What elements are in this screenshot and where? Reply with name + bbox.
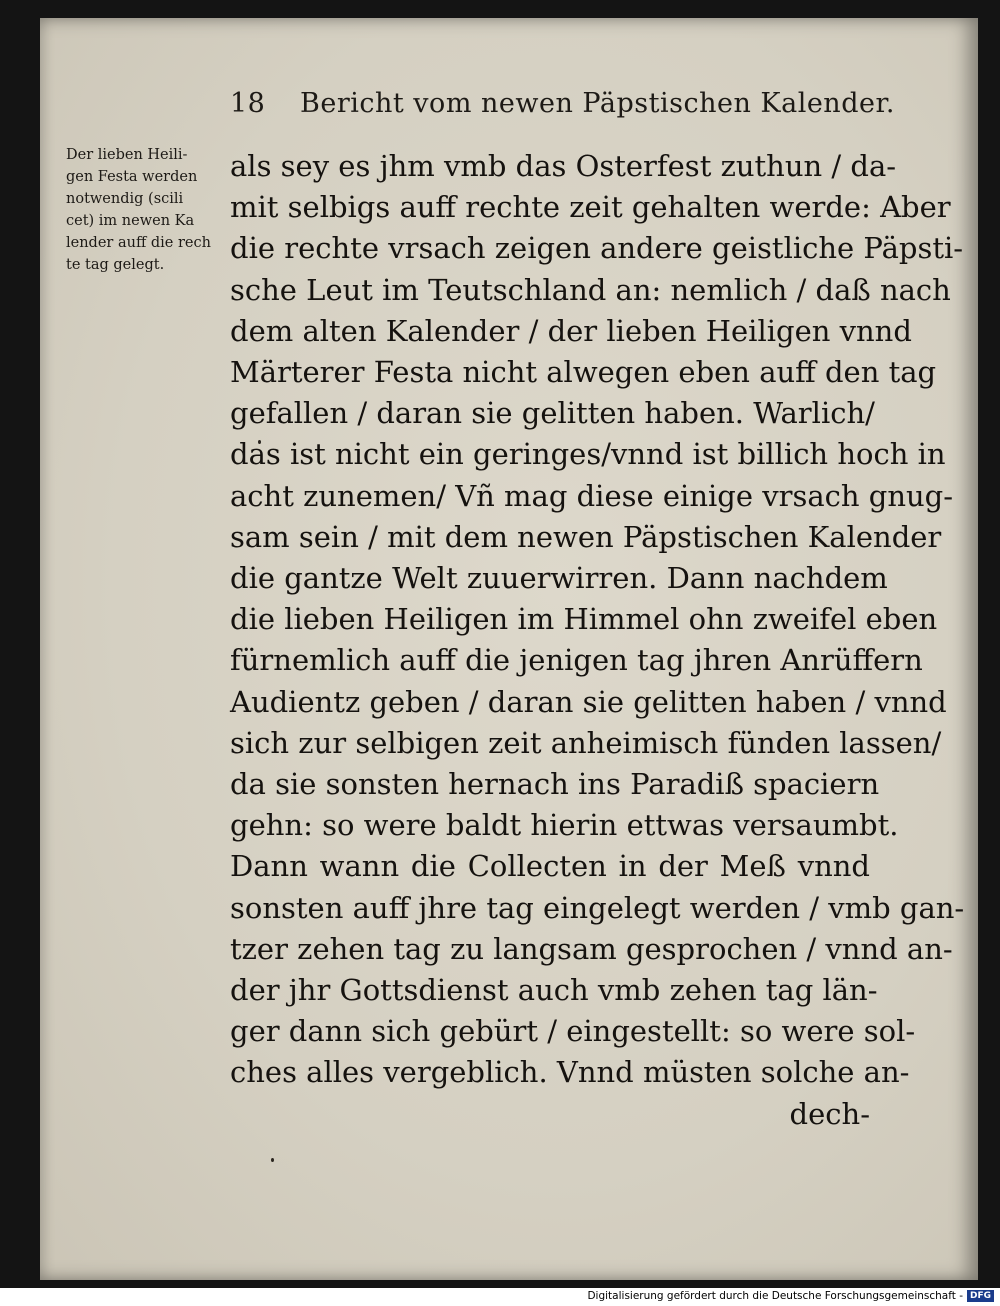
text-line: tzer zehen tag zu langsam gesprochen / vnnd an- <box>230 931 953 966</box>
text-line: die rechte vrsach zeigen andere geistliche Päpsti- <box>230 231 964 266</box>
text-line: ger dann sich gebürt / eingestellt: so were sol- <box>230 1014 916 1049</box>
body-text <box>230 146 965 1135</box>
text-line: das ist nicht ein geringes/vnnd ist billich hoch in <box>230 437 946 472</box>
margin-note-line: Der lieben Heili- <box>66 147 188 163</box>
text-line: da sie sonsten hernach ins Paradiß spaciern <box>230 767 880 802</box>
catchword: dech- <box>789 1096 870 1131</box>
text-line: als sey es jhm vmb das Osterfest zuthun / da- <box>230 149 897 183</box>
text-line: dem alten Kalender / der lieben Heiligen vnnd <box>230 313 912 348</box>
ink-speck <box>271 1158 274 1162</box>
running-head-title: Bericht vom newen Päpstischen Kalender. <box>300 88 895 119</box>
text-line: die gantze Welt zuuerwirren. Dann nachdem <box>230 561 888 596</box>
footer-credit: Digitalisierung gefördert durch die Deutsche Forschungsgemeinschaft - <box>587 1290 963 1302</box>
text-line: der jhr Gottsdienst auch vmb zehen tag län- <box>230 973 878 1008</box>
text-line: die lieben Heiligen im Himmel ohn zweifel eben <box>230 602 938 637</box>
margin-note-line: lender auff die rech <box>66 235 211 251</box>
text-line: sam sein / mit dem newen Päpstischen Kalender <box>230 519 942 554</box>
text-line: mit selbigs auff rechte zeit gehalten werde: Aber <box>230 190 951 225</box>
text-line: Dann wann die Collecten in der Meß vnnd <box>230 849 870 884</box>
text-line: gehn: so were baldt hierin ettwas versaumbt. <box>230 808 899 843</box>
text-line: Audientz geben / daran sie gelitten haben / vnnd <box>230 684 947 719</box>
running-head <box>230 88 895 119</box>
text-line: ches alles vergeblich. Vnnd müsten solche an- <box>230 1055 910 1090</box>
margin-note-line: te tag gelegt. <box>66 257 165 273</box>
text-line: sich zur selbigen zeit anheimisch fünden lassen/ <box>230 725 942 760</box>
text-line: gefallen / daran sie gelitten haben. Warlich/ <box>230 396 875 431</box>
margin-note-line: gen Festa werden <box>66 169 198 185</box>
text-line: Märterer Festa nicht alwegen eben auff den tag <box>230 355 937 390</box>
text-line: fürnemlich auff die jenigen tag jhren Anrüffern <box>230 643 923 678</box>
text-line: sche Leut im Teutschland an: nemlich / daß nach <box>230 272 951 307</box>
margin-note-line: notwendig (scili <box>66 191 184 207</box>
text-line: acht zunemen/ Vñ mag diese einige vrsach gnug- <box>230 478 954 513</box>
footer-bar <box>0 1288 1000 1306</box>
margin-note-line: cet) im newen Ka <box>66 213 195 229</box>
dfg-logo: DFG <box>967 1290 994 1302</box>
page-number: 18 <box>230 88 266 119</box>
text-line: sonsten auff jhre tag eingelegt werden / vmb gan- <box>230 890 965 925</box>
